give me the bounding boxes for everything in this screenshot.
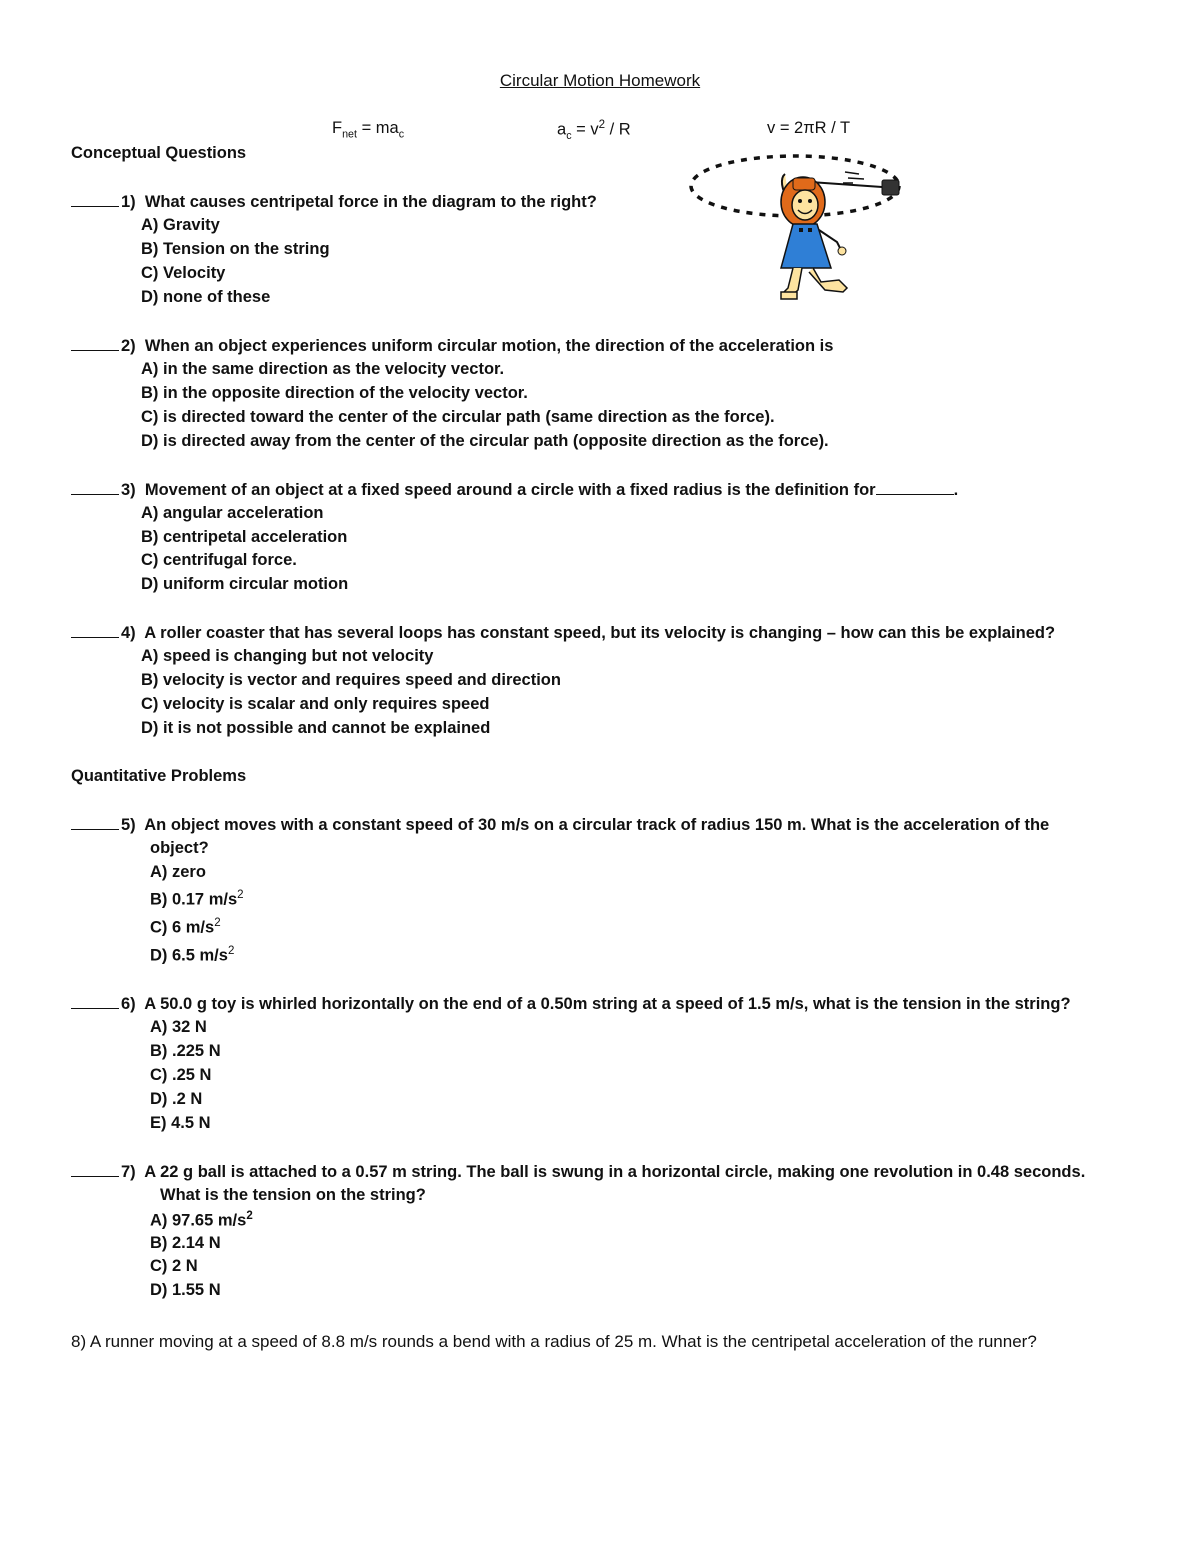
q1-option-b: B) Tension on the string — [141, 240, 330, 258]
q5-option-a: A) zero — [150, 863, 206, 881]
q2-option-b: B) in the opposite direction of the velocity vector. — [141, 384, 528, 402]
q3-option-d: D) uniform circular motion — [141, 575, 349, 593]
question-4: 4) A roller coaster that has several loops has constant speed, but its velocity is changing – how can this be explained? — [71, 623, 1055, 643]
q5-option-c: C) 6 $m/s^2$ — [150, 917, 221, 937]
q4-option-b: B) velocity is vector and requires speed and direction — [141, 671, 561, 689]
answer-blank-7[interactable] — [71, 1162, 119, 1177]
q3-option-c: C) centrifugal force. — [141, 551, 297, 569]
circular-motion-diagram — [685, 150, 910, 305]
answer-blank-2[interactable] — [71, 336, 119, 351]
question-7-continued: What is the tension on the string? — [160, 1186, 426, 1204]
q6-option-c: C) .25 N — [150, 1066, 212, 1084]
formula-centripetal-acceleration: $a_c = v^2 / R$ — [557, 119, 631, 142]
motion-lines — [843, 172, 864, 183]
question-5-continued: object? — [150, 839, 209, 857]
question-6: 6) A 50.0 g toy is whirled horizontally on the end of a 0.50m string at a speed of 1.5 m/s, what is the tension in the string? — [71, 994, 1071, 1014]
q4-option-c: C) velocity is scalar and only requires speed — [141, 695, 490, 713]
formula-velocity: v = 2πR / T — [767, 119, 851, 137]
fill-in-blank-3[interactable] — [876, 480, 954, 495]
q7-option-b: B) 2.14 N — [150, 1234, 221, 1252]
right-leg — [809, 268, 847, 292]
answer-blank-5[interactable] — [71, 815, 119, 830]
q5-option-d: D) 6.5 $m/s^2$ — [150, 945, 235, 965]
q5-option-b: B) 0.17 $m/s^2$ — [150, 889, 244, 909]
dress — [781, 224, 831, 268]
question-8: 8) A runner moving at a speed of 8.8 m/s rounds a bend with a radius of 25 m. What is the centripetal acceleration of the runner? — [71, 1332, 1037, 1351]
q6-option-b: B) .225 N — [150, 1042, 221, 1060]
q3-option-a: A) angular acceleration — [141, 504, 324, 522]
q4-option-a: A) speed is changing but not velocity — [141, 647, 434, 665]
q2-option-c: C) is directed toward the center of the circular path (same direction as the force). — [141, 408, 775, 426]
question-2: 2) When an object experiences uniform circular motion, the direction of the acceleration is — [71, 336, 833, 356]
ball-icon — [882, 180, 899, 195]
q6-option-d: D) .2 N — [150, 1090, 203, 1108]
page-title: Circular Motion Homework — [499, 71, 701, 90]
q6-option-a: A) 32 N — [150, 1018, 207, 1036]
q1-option-c: C) Velocity — [141, 264, 226, 282]
q3-option-b: B) centripetal acceleration — [141, 528, 348, 546]
q7-option-c: C) 2 N — [150, 1257, 198, 1275]
formula-net-force: $F_{net} = ma_c$ — [332, 119, 405, 141]
section-heading-conceptual: Conceptual Questions — [71, 144, 247, 162]
left-shoe — [781, 292, 797, 299]
hair-bun — [793, 178, 815, 190]
answer-blank-4[interactable] — [71, 623, 119, 638]
question-3: 3) Movement of an object at a fixed speed around a circle with a fixed radius is the definition for . — [71, 480, 958, 500]
question-5: 5) An object moves with a constant speed of 30 m/s on a circular track of radius 150 m. What is the acceleration of the — [71, 815, 1049, 835]
answer-blank-1[interactable] — [71, 192, 119, 207]
q1-option-a: A) Gravity — [141, 216, 220, 234]
q4-option-d: D) it is not possible and cannot be explained — [141, 719, 491, 737]
q7-option-d: D) 1.55 N — [150, 1281, 221, 1299]
face — [792, 190, 818, 220]
answer-blank-3[interactable] — [71, 480, 119, 495]
section-heading-quantitative: Quantitative Problems — [71, 767, 247, 785]
question-1: 1) What causes centripetal force in the diagram to the right? — [71, 192, 597, 212]
q2-option-d: D) is directed away from the center of the circular path (opposite direction as the force). — [141, 432, 829, 450]
q2-option-a: A) in the same direction as the velocity vector. — [141, 360, 505, 378]
q7-option-a: A) 97.65 $m/s^2$ — [150, 1210, 253, 1230]
q1-option-d: D) none of these — [141, 288, 271, 306]
question-7: 7) A 22 g ball is attached to a 0.57 m string. The ball is swung in a horizontal circle, making one revolution in 0.48 seconds. — [71, 1162, 1085, 1182]
q6-option-e: E) 4.5 N — [150, 1114, 211, 1132]
answer-blank-6[interactable] — [71, 994, 119, 1009]
